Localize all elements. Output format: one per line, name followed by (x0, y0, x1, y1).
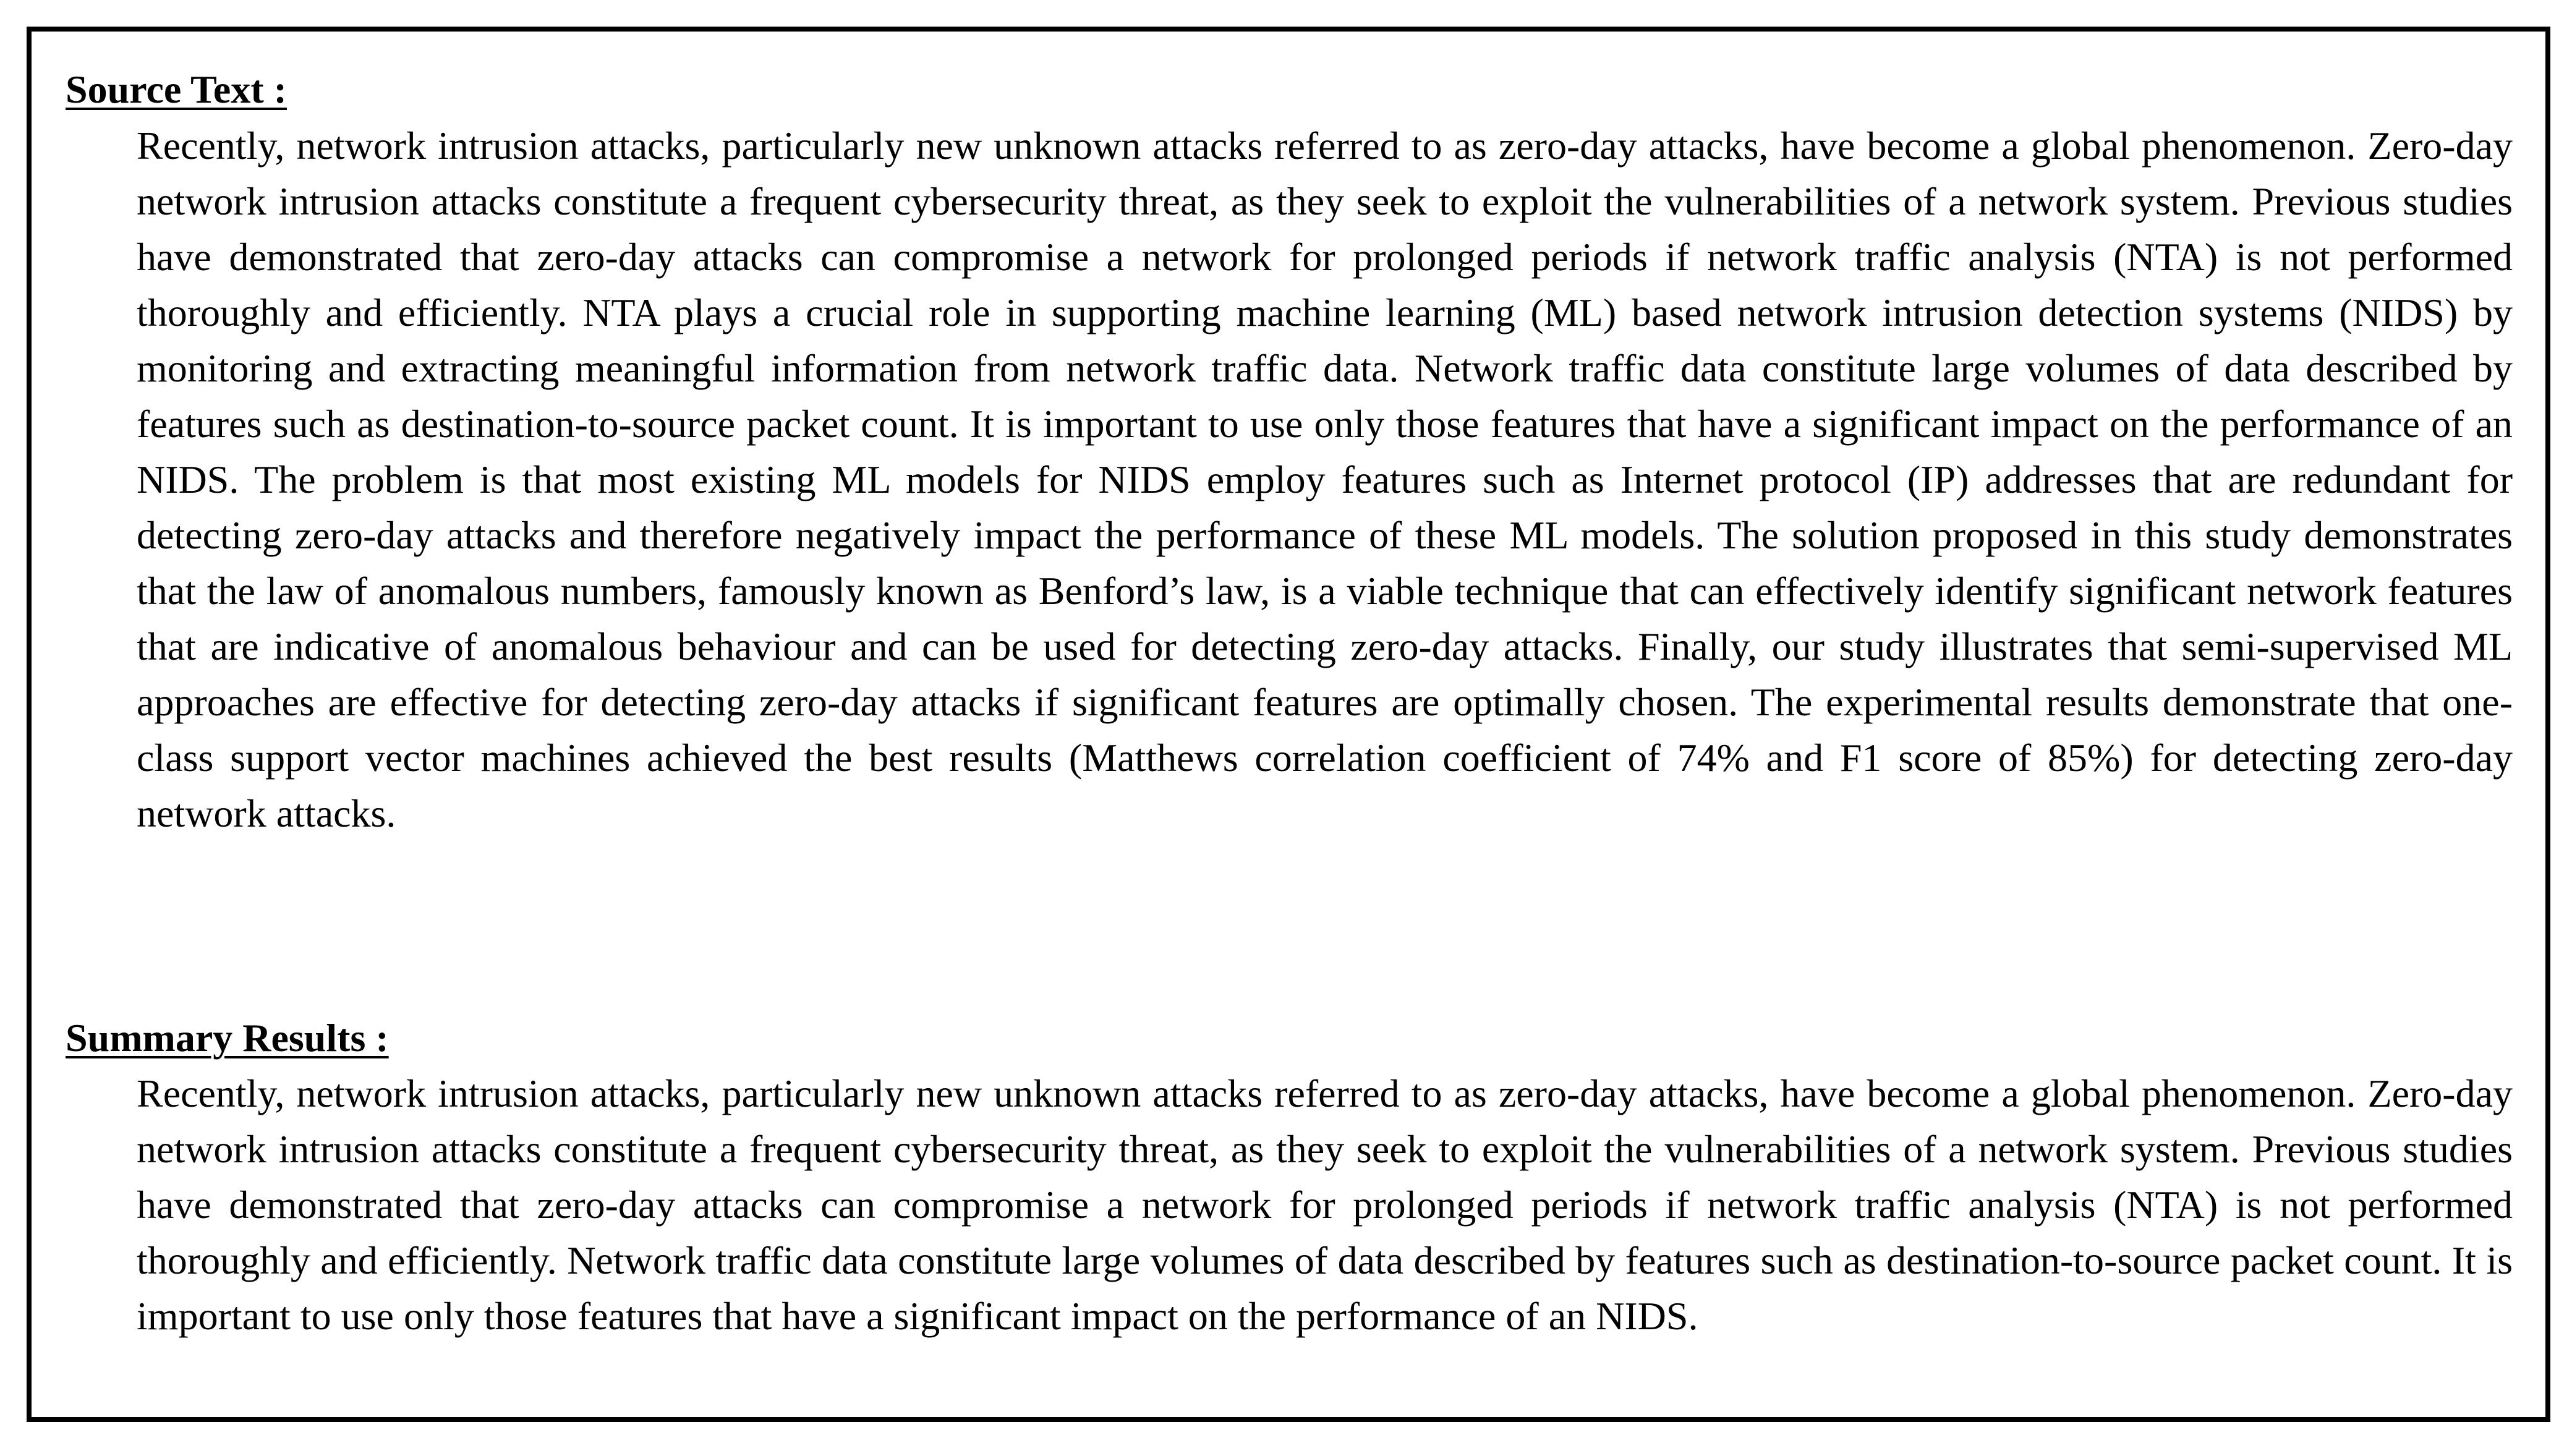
source-text-paragraph: Recently, network intrusion attacks, particularly new unknown attacks referred to as zero-day attacks, have become a global phenomenon. Zero-day network intrusion attacks constitute a frequent cybersecurity threat, as they seek to exploit the vulnerabilities of a network system. Previous studies have demonstrated that zero-day attacks can compromise a network for prolonged periods if network traffic analysis (NTA) is not performed thoroughly and efficiently. NTA plays a crucial role in supporting machine learning (ML) based network intrusion detection systems (NIDS) by monitoring and extracting meaningful information from network traffic data. Network traffic data constitute large volumes of data described by features such as destination-to-source packet count. It is important to use only those features that have a significant impact on the performance of an NIDS. The problem is that most existing ML models for NIDS employ features such as Internet protocol (IP) addresses that are redundant for detecting zero-day attacks and therefore negatively impact the performance of these ML models. The solution proposed in this study demonstrates that the law of anomalous numbers, famously known as Benford’s law, is a viable technique that can effectively identify significant network features that are indicative of anomalous behaviour and can be used for detecting zero-day attacks. Finally, our study illustrates that semi-supervised ML approaches are effective for detecting zero-day attacks if significant features are optimally chosen. The experimental results demonstrate that one-class support vector machines achieved the best results (Matthews correlation coefficient of 74% and F1 score of 85%) for detecting zero-day network attacks. (137, 124, 2513, 835)
summary-results-paragraph: Recently, network intrusion attacks, particularly new unknown attacks referred to as zero-day attacks, have become a global phenomenon. Zero-day network intrusion attacks constitute a frequent cybersecurity threat, as they seek to exploit the vulnerabilities of a network system. Previous studies have demonstrated that zero-day attacks can compromise a network for prolonged periods if network traffic analysis (NTA) is not performed thoroughly and efficiently. Network traffic data constitute large volumes of data described by features such as destination-to-source packet count. It is important to use only those features that have a significant impact on the performance of an NIDS. (137, 1071, 2513, 1338)
summary-results-heading: Summary Results : (66, 1016, 389, 1060)
source-text-heading: Source Text : (66, 67, 287, 111)
